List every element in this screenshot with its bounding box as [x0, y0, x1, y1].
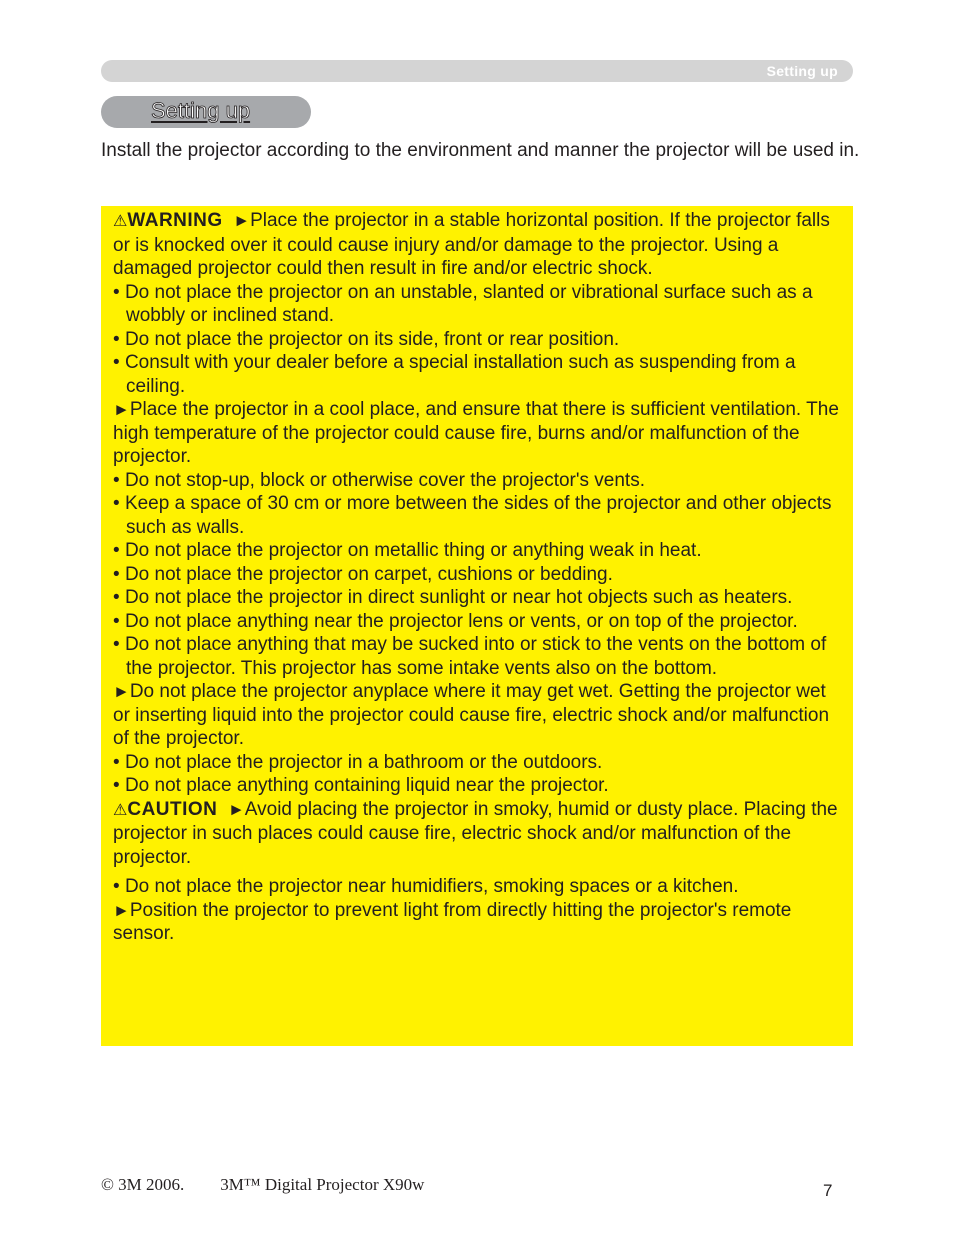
list-item: • Do not place the projector in a bathroom or the outdoors.	[113, 751, 603, 773]
running-header-title: Setting up	[766, 63, 838, 79]
intro-paragraph: Install the projector according to the environment and manner the projector will be used in.	[101, 140, 860, 161]
footer-product: 3M™ Digital Projector X90w	[220, 1175, 425, 1194]
wet-paragraph: ►Do not place the projector anyplace where it may get wet. Getting the projector wet or inserting liquid into the projector could cause fire, electric shock and/or malfunction of the projector.	[113, 681, 830, 749]
right-pointer-icon: ►	[227, 799, 245, 819]
right-pointer-icon: ►	[113, 400, 130, 419]
list-item: • Do not place the projector on an unstable, slanted or vibrational surface such as a wobbly or inclined stand.	[113, 281, 813, 326]
running-header-bar	[101, 60, 853, 82]
page-number: 7	[823, 1181, 833, 1200]
section-heading-pill	[101, 96, 311, 128]
right-pointer-icon: ►	[113, 682, 130, 701]
safety-notice-box	[101, 206, 853, 1046]
list-item: • Do not place anything near the projector lens or vents, or on top of the projector.	[113, 610, 798, 632]
caution-label: CAUTION	[127, 798, 218, 820]
footer-copyright: © 3M 2006.	[101, 1175, 185, 1194]
list-item: • Do not place the projector on its side, front or rear position.	[113, 328, 620, 350]
list-item: • Do not place the projector on metallic thing or anything weak in heat.	[113, 540, 702, 561]
list-item: • Do not stop-up, block or otherwise cover the projector's vents.	[113, 469, 645, 491]
list-item: • Consult with your dealer before a special installation such as suspending from a ceiling.	[113, 352, 796, 397]
warning-lead-text: Place the projector in a stable horizontal position. If the projector falls or is knocked over it could cause injury and/or damage to the projector. Using a damaged projector could then result in fire and/or electric shock.	[113, 210, 830, 279]
warning-triangle-icon: ⚠	[113, 213, 128, 230]
list-item: • Do not place the projector in direct sunlight or near hot objects such as heaters.	[113, 587, 793, 608]
ventilation-paragraph: ►Place the projector in a cool place, and ensure that there is sufficient ventilation. The high temperature of the projector could cause fire, burns and/or malfunction of the projector.	[113, 399, 839, 467]
caution-paragraph: ⚠CAUTION ►Avoid placing the projector in smoky, humid or dusty place. Placing the projector in such places could cause fire, electric shock and/or malfunction of the projector.	[113, 798, 838, 868]
sensor-paragraph: ►Position the projector to prevent light from directly hitting the projector's remote sensor.	[113, 899, 792, 944]
footer	[101, 1175, 424, 1195]
warning-label: WARNING	[127, 210, 223, 231]
list-item: • Do not place anything that may be sucked into or stick to the vents on the bottom of the projector. This projector has some intake vents also on the bottom.	[113, 634, 827, 679]
right-pointer-icon: ►	[233, 211, 251, 230]
list-item: • Do not place the projector on carpet, cushions or bedding.	[113, 563, 613, 585]
list-item: • Do not place the projector near humidifiers, smoking spaces or a kitchen.	[113, 876, 739, 897]
section-title: Setting up	[151, 98, 251, 123]
warning-triangle-icon: ⚠	[113, 801, 128, 819]
list-item: • Do not place anything containing liquid near the projector.	[113, 775, 609, 796]
right-pointer-icon: ►	[113, 900, 130, 920]
list-item: • Keep a space of 30 cm or more between the sides of the projector and other objects such as walls.	[113, 493, 832, 538]
warning-paragraph	[113, 209, 845, 281]
